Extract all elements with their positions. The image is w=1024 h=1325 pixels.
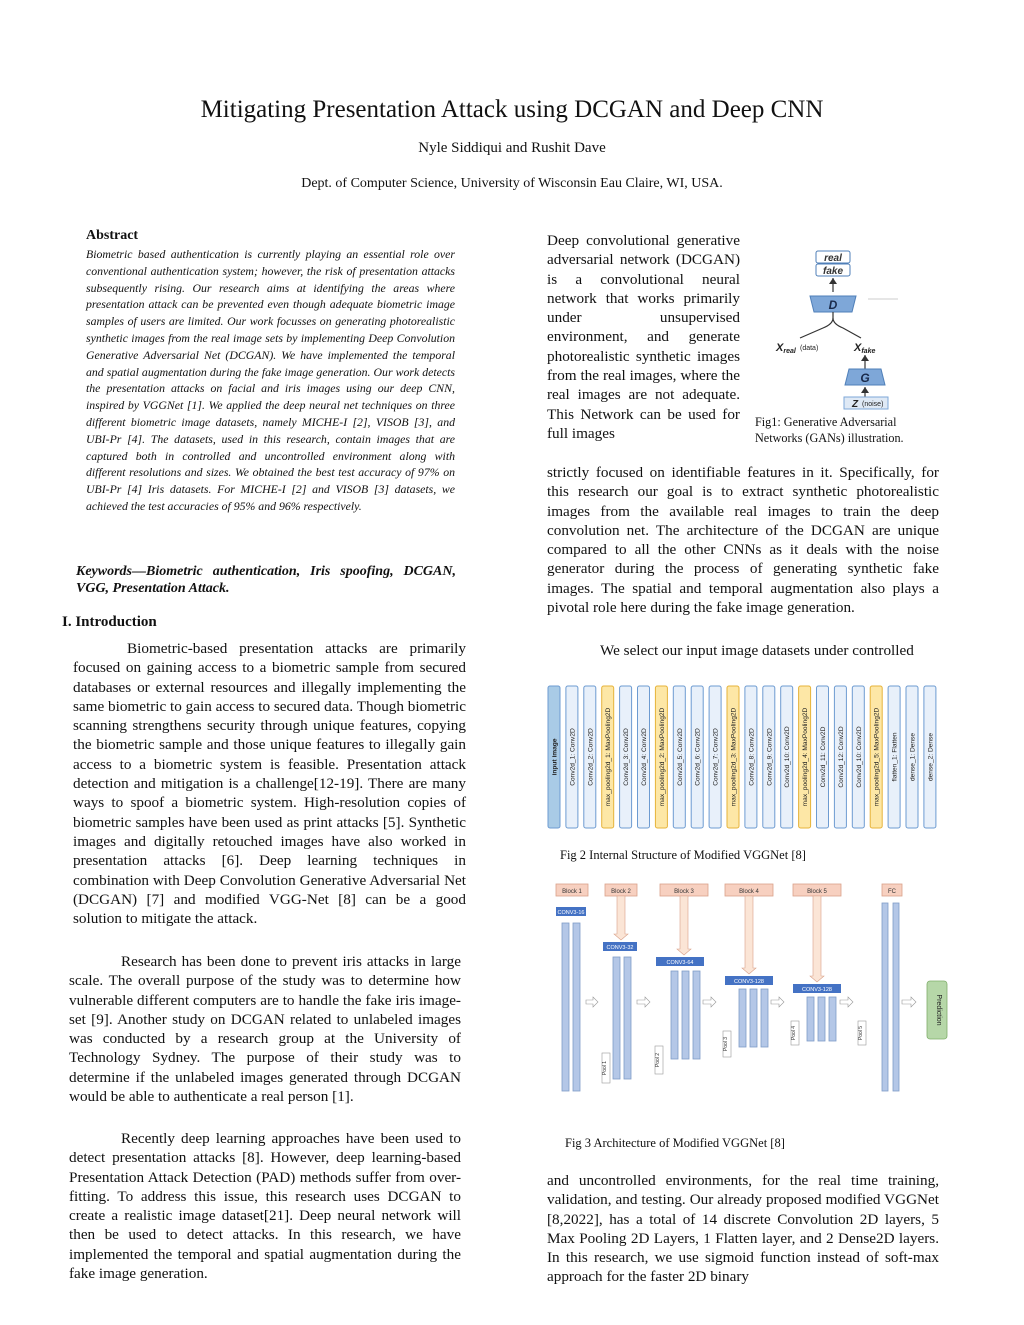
prediction-label: Prediction (935, 994, 942, 1026)
pool-3-label: Pool 3 (723, 1036, 729, 1052)
g-output-arrowhead (861, 355, 869, 361)
block-2-down-arrow (614, 896, 628, 940)
network-layer-label: max_pooling2d_4: MaxPooling2D (802, 707, 810, 807)
figure-3-caption: Fig 3 Architecture of Modified VGGNet [8] (565, 1136, 785, 1150)
block-3-down-arrow (677, 896, 691, 955)
network-layer-label: max_pooling2d_1: MaxPooling2D (605, 707, 613, 807)
network-layer-label: max_pooling2d_2: MaxPooling2D (658, 707, 666, 807)
vggnet-internal-structure-figure (546, 682, 942, 832)
block-3-label: Block 3 (674, 889, 694, 895)
abstract-body: Biometric based authentication is currently playing an essential role over conventional authentication system; however, the risk of presentation attacks subsequently rising. Our research aims at identifying the areas where presentation attack can be prevented even though adequate biometric image samples of users are limited. Our work focusses on generating photorealistic synthetic images from the real image sets by implementing Deep Convolution Generative Adversarial Net (DCGAN). We have implemented the temporal and spatial augmentation during the fake image generation. Our work detects the presentation attacks on facial and iris images using our deep CNN, inspired by VGGNet [1]. We applied the deep neural net techniques on three different biometric image datasets, namely MICHE-I [2], VISOB [3], and UBI-Pr [4]. The datasets, used in this research, contain images that are captured both in controlled and uncontrolled environment along with different resolutions and sizes. We obtained the best test accuracy of 97% on UBI-Pr [4] Iris datasets. For MICHE-I [2] and VISOB [3] datasets, we achieved the test accuracies of 95% and 96% respectively. (86, 247, 455, 513)
xfake-to-d-connector (833, 318, 861, 338)
block-2-right-arrow (637, 997, 650, 1007)
block-4-label: Block 4 (739, 889, 759, 895)
real-label: real (824, 253, 842, 264)
block-3-conv-layer (671, 971, 678, 1059)
xreal-note: (data) (800, 345, 819, 352)
conv3-32-label: CONV3-32 (606, 945, 634, 951)
pool-5-label: Pool 5 (858, 1025, 864, 1041)
xreal-label: Xreal (776, 342, 796, 355)
network-layer-label: Conv2d_3: Conv2D (623, 728, 631, 786)
block-4-down-arrow (742, 896, 756, 974)
fc-right-arrow (902, 997, 916, 1007)
vggnet-architecture-figure (553, 881, 951, 1093)
network-layer-label: Conv2d_11: Conv2D (820, 726, 827, 788)
paper-affiliation: Dept. of Computer Science, University of Wisconsin Eau Claire, WI, USA. (301, 176, 723, 191)
pool-4-label: Pool 4 (791, 1025, 797, 1041)
block-4-conv-layer (761, 989, 768, 1047)
block-3-conv-layer (682, 971, 689, 1059)
network-layer-label: max_pooling2d_5: MaxPooling2D (873, 707, 881, 807)
fc-layer (893, 903, 899, 1091)
conv3-16-label: CONV3-16 (557, 910, 585, 916)
generator-label: G (860, 371, 870, 385)
fc-spacer (888, 896, 896, 899)
xfake-label: Xfake (854, 342, 876, 355)
conv3-128-label: CONV3-128 (802, 987, 832, 993)
discriminator-label: D (828, 298, 838, 312)
fake-label: fake (822, 266, 844, 277)
vggnet-paragraph: and uncontrolled environments, for the real time training, validation, and testing. Our already proposed modified VGGNet [8,2022], has a total of 14 discrete Convolution 2D layers, 5 Max Pooling 2D Layers, 1 Flatten layer, and 2 Dense2D layers. In this research, we use sigmoid function instead of soft-max approach for the faster 2D binary (547, 1172, 939, 1286)
block-5-conv-layer (818, 997, 825, 1041)
intro-paragraph-3: Recently deep learning approaches have been used to detect presentation attacks [8]. However, deep learning-based Presentation Attack Detection (PAD) methods suffer from over-fitting. To address this issue, this research uses DCGAN to create a realistic image dataset[21]. Deep neural network will then be used to detect attacks. In this research, we have implemented the temporal and spatial augmentation during the fake image generation. (69, 1130, 461, 1283)
network-layer-label: flatten_1: Flatten (891, 732, 899, 782)
noise-z-label: Z (852, 399, 859, 410)
d-output-arrowhead (829, 278, 837, 284)
block-5-down-arrow (810, 896, 824, 982)
network-layer-label: dense_2: Dense (927, 732, 935, 782)
intro-paragraph-1: Biometric-based presentation attacks are primarily focused on gaining access to a biometric sample from secured databases or external resources and illegally implementing the same biometric to gain access to secured data. Though biometric scanning strengthens security through unique features, copying the biometric sample and those unique features to illegally gain access to a biometric system is feasible. Presentation attack detection and mitigation is a challenge[12-19]. There are many ways to spoof a biometric system. High-resolution copies of biometric samples have been used as print attacks [5]. Synthetic images and digitally retouched images have also worked in presentation attacks [6]. Deep learning techniques in combination with Deep Convolution Generative Adversarial Net (DCGAN) [7] and modified VGG-Net [8] can be a good solution to mitigate the attack. (73, 640, 466, 928)
paper-authors: Nyle Siddiqui and Rushit Dave (418, 140, 606, 156)
block-1-right-arrow (586, 997, 598, 1007)
figure-1-caption: Fig1: Generative Adversarial Networks (GANs) illustration. (755, 415, 904, 445)
keywords: Keywords—Biometric authentication, Iris spoofing, DCGAN, VGG, Presentation Attack. (76, 564, 456, 596)
noise-arrowhead (861, 387, 869, 393)
network-layer-label: Conv2d_1: Conv2D (569, 728, 577, 786)
block-2-conv-layer (624, 957, 631, 1079)
network-layer-label: Conv2d_5: Conv2D (676, 728, 684, 786)
network-layer-label: max_pooling2d_3: MaxPooling2D (730, 707, 738, 807)
network-layer-label: Conv2d_7: Conv2D (712, 728, 720, 786)
fc-layer (882, 903, 888, 1091)
block-2-conv-layer (613, 957, 620, 1079)
block-5-conv-layer (807, 997, 814, 1041)
block-4-conv-layer (739, 989, 746, 1047)
dcgan-paragraph-wrapped: Deep convolutional generative adversarial network (DCGAN) is a convolutional neural network that works primarily under unsupervised environment, and generate photorealistic synthetic images from the real images, where the real images are not adequate. This Network can be used for full images (547, 232, 740, 442)
network-layer-label: Conv2d_10: Conv2D (784, 726, 792, 788)
network-layer-label: Conv2d_2: Conv2D (587, 728, 595, 786)
fc-label: FC (888, 889, 896, 895)
xreal-to-d-connector (800, 312, 833, 338)
network-layer-label: Conv2d_12: Conv2D (837, 726, 845, 788)
conv3-64-label: CONV3-64 (666, 960, 694, 966)
noise-note: (noise) (862, 401, 884, 408)
block-4-right-arrow (771, 997, 784, 1007)
figure-2-caption: Fig 2 Internal Structure of Modified VGGNet [8] (560, 848, 806, 862)
block-2-label: Block 2 (611, 889, 631, 895)
dataset-paragraph: We select our input image datasets under controlled (600, 642, 914, 659)
block-5-conv-layer (829, 997, 836, 1041)
block-1-label: Block 1 (562, 889, 582, 895)
gan-illustration-figure (768, 248, 898, 412)
network-layer-label: Conv2d_6: Conv2D (694, 728, 702, 786)
conv3-128-label: CONV3-128 (734, 979, 764, 985)
section-heading-introduction: I. Introduction (62, 614, 157, 630)
network-layer-label: Conv2d_8: Conv2D (748, 728, 756, 786)
network-layer-label: Conv2d_9: Conv2D (766, 728, 774, 786)
abstract-heading: Abstract (86, 228, 139, 243)
network-layer-label: input image (551, 738, 559, 776)
block-1-conv-layer (573, 923, 580, 1091)
paper-title: Mitigating Presentation Attack using DCGAN and Deep CNN (200, 96, 824, 123)
block-5-label: Block 5 (807, 889, 827, 895)
network-layer-label: Conv2d_4: Conv2D (641, 728, 648, 786)
block-3-conv-layer (693, 971, 700, 1059)
dcgan-paragraph-continued: strictly focused on identifiable features in it. Specifically, for this research our goal is to extract synthetic photorealistic images from the available real images to train the deep convolution net. The architecture of the DCGAN are unique compared to all the other CNNs as it deals with the noise generator during the process of generating synthetic fake images. The spatial and temporal augmentation also plays a pivotal role here during the fake image generation. (547, 464, 939, 617)
block-4-conv-layer (750, 989, 757, 1047)
block-5-right-arrow (840, 997, 853, 1007)
pool-2-label: Pool 2 (655, 1052, 661, 1068)
block-3-right-arrow (703, 997, 716, 1007)
pool-1-label: Pool 1 (602, 1060, 608, 1076)
network-layer-label: dense_1: Dense (909, 732, 917, 782)
network-layer-label: Conv2d_10: Conv2D (855, 726, 863, 788)
block-1-conv-layer (562, 923, 569, 1091)
intro-paragraph-2: Research has been done to prevent iris attacks in large scale. The overall purpose of the study was to determine how vulnerable different computers are to handle the fake iris image-set [9]. Another study on DCGAN related to unlabeled images was conducted by a research group at the University of Technology Sydney. The purpose of their study was to determine if the unlabeled images generated through DCGAN would be able to authenticate a real person [1]. (69, 953, 461, 1106)
